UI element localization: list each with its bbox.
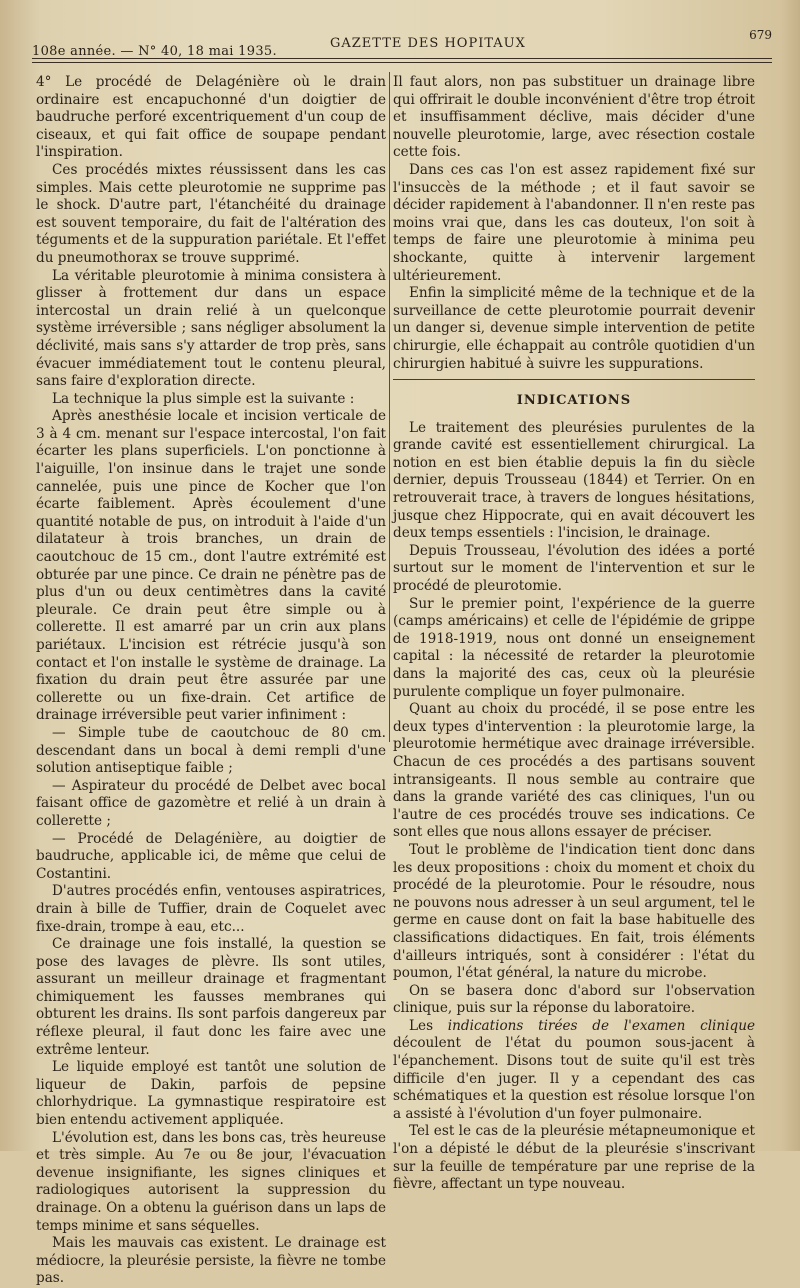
paragraph: D'autres procédés enfin, ventouses aspiratrices, drain à bille de Tuffier, drain de Coquelet avec fixe-drain, trompe à eau, etc... <box>36 883 386 935</box>
page-number: 679 <box>749 28 772 42</box>
paragraph: La technique la plus simple est la suivante : <box>52 390 355 407</box>
paragraph: Après anesthésie locale et incision verticale de 3 à 4 cm. menant sur l'espace intercostal, l'on fait écarter les plans superficiels. L'on ponctionne à l'aiguille, l'on insinue dans le trajet une sonde cannelée, puis une pince de Kocher que l'on écarte faiblement. Après écoulement d'une quantité notable de pus, on introduit à l'aide d'un dilatateur à trois branches, un drain de caoutchouc de 15 cm., dont l'autre extrémité est obturée par une pince. Ce drain ne pénètre pas de plus d'un ou deux centimètres dans la cavité pleurale. Ce drain peut être simple ou à collerette. Il est amarré par un crin aux plans pariétaux. L'incision est rétrécie jusqu'à son contact et l'on installe le système de drainage. La fixation du drain peut être assurée par une collerette ou un fixe-drain. Cet artifice de drainage irréversible peut varier infiniment : <box>36 408 386 724</box>
paragraph: Tout le problème de l'indication tient donc dans les deux propositions : choix du moment et choix du procédé de la pleurotomie. Pour le résoudre, nous ne pouvons nous adresser à un seul argument, tel le germe en cause dont on fait la base habituelle des classifications didactiques. En fait, trois éléments d'ailleurs intriqués, sont à considérer : l'état du poumon, l'état général, la nature du microbe. <box>393 841 755 982</box>
left-column <box>36 74 386 1288</box>
section-rule <box>393 379 755 380</box>
paragraph: Mais les mauvais cas existent. Le drainage est médiocre, la pleurésie persiste, la fièvre ne tombe pas. <box>36 1235 386 1287</box>
paragraph: Sur le premier point, l'expérience de la guerre (camps américains) et celle de l'épidémie de grippe de 1918-1919, nous ont donné un enseignement capital : la nécessité de retarder la pleurotomie dans la majorité des cas, ceux où la pleurésie purulente complique un foyer pulmonaire. <box>393 595 755 700</box>
paragraph: Dans ces cas l'on est assez rapidement fixé sur l'insuccès de la méthode ; et il faut savoir se décider rapidement à l'abandonner. Il n'en reste pas moins vrai que, dans les cas douteux, l'on soit à temps de faire une pleurotomie à minima peu shockante, quitte à intervenir largement ultérieurement. <box>393 161 755 284</box>
paragraph: Tel est le cas de la pleurésie métapneumonique et l'on a dépisté le début de la pleurésie s'inscrivant sur la feuille de température par une reprise de la fièvre, affectant un type nouveau. <box>393 1123 755 1193</box>
paragraph: Le liquide employé est tantôt une solution de liqueur de Dakin, parfois de pepsine chlorhydrique. La gymnastique respiratoire est bien entendu activement appliquée. <box>36 1059 386 1129</box>
issue-info: 108e année. — N° 40, 18 mai 1935. <box>32 44 277 59</box>
paragraph: — Simple tube de caoutchouc de 80 cm. descendant dans un bocal à demi rempli d'une solution antiseptique faible ; <box>36 724 386 777</box>
italic-text: indications tirées de l'examen clinique <box>447 1017 755 1034</box>
paragraph: Ce drainage une fois installé, la question se pose des lavages de plèvre. Ils sont utiles, assurant un meilleur drainage et fragmentant chimiquement les fausses membranes qui obturent les drains. Ils sont parfois dangereux par réflexe pleural, il faut donc les faire avec une extrême lenteur. <box>36 936 386 1058</box>
text-run: Les <box>409 1017 448 1034</box>
publication-title: GAZETTE DES HOPITAUX <box>330 36 526 51</box>
header-rule <box>32 58 772 59</box>
paragraph: — Procédé de Delagénière, au doigtier de baudruche, applicable ici, de même que celui de Costantini. <box>36 830 386 882</box>
paragraph: L'évolution est, dans les bons cas, très heureuse et très simple. Au 7e ou 8e jour, l'évacuation devenue insignifiante, les signes cliniques et radiologiques autorisent la suppression du drainage. On a obtenu la guérison dans un laps de temps minime et sans séquelles. <box>36 1129 386 1234</box>
paragraph-clinical <box>393 1018 755 1124</box>
paragraph: Il faut alors, non pas substituer un drainage libre qui offrirait le double inconvénient d'être trop étroit et insuffisamment déclive, mais décider d'une nouvelle pleurotomie, large, avec résection costale cette fois. <box>393 74 755 161</box>
right-column <box>393 74 755 1194</box>
paragraph: Depuis Trousseau, l'évolution des idées a porté surtout sur le moment de l'intervention et sur le procédé de pleurotomie. <box>393 542 755 595</box>
column-divider <box>389 72 390 742</box>
paragraph: La véritable pleurotomie à minima consistera à glisser à frottement dur dans un espace intercostal un drain relié à un quelconque système irréversible ; sans négliger absolument la déclivité, mais sans s'y attarder de trop près, sans évacuer immédiatement tout le contenu pleural, sans faire d'exploration directe. <box>36 267 386 390</box>
paragraph: Enfin la simplicité même de la technique et de la surveillance de cette pleurotomie pourrait devenir un danger si, devenue simple intervention de petite chirurgie, elle échappait au contrôle quotidien d'un chirurgien habitué à suivre les suppurations. <box>393 285 755 372</box>
paragraph: 4° Le procédé de Delagénière où le drain ordinaire est encapuchonné d'un doigtier de baudruche perforé excentriquement d'un coup de ciseaux, et qui fait office de soupape pendant l'inspiration. <box>36 74 386 161</box>
section-title: INDICATIONS <box>516 393 632 409</box>
header-rule-thin <box>32 62 772 63</box>
paragraph: Ces procédés mixtes réussissent dans les cas simples. Mais cette pleurotomie ne supprime pas le shock. D'autre part, l'étanchéité du drainage est souvent temporaire, du fait de l'altération des téguments et de la suppuration pariétale. Et l'effet du pneumothorax se trouve supprimé. <box>36 161 386 266</box>
paragraph: Le traitement des pleurésies purulentes de la grande cavité est essentiellement chirurgical. La notion en est bien établie depuis la fin du siècle dernier, depuis Trousseau (1844) et Terrier. On en retrouverait trace, à travers de longues hésitations, jusque chez Hippocrate, qui en avait découvert les deux temps essentiels : l'incision, le drainage. <box>393 419 755 542</box>
text-run: découlent de l'état du poumon sous-jacent à l'épanchement. Disons tout de suite qu'il est très difficile d'en juger. Il y a cependant des cas schématiques et la question est résolue lorsque l'on a assisté à l'évolution d'un foyer pulmonaire. <box>393 1035 755 1122</box>
paragraph: Quant au choix du procédé, il se pose entre les deux types d'intervention : la pleurotomie large, la pleurotomie hermétique avec drainage irréversible. Chacun de ces procédés a des partisans souvent intransigeants. Il nous semble au contraire que dans la grande variété des cas cliniques, l'un ou l'autre de ces procédés trouve ses indications. Ce sont elles que nous allons essayer de préciser. <box>393 701 755 841</box>
paragraph: On se basera donc d'abord sur l'observation clinique, puis sur la réponse du laboratoire. <box>393 982 755 1017</box>
paragraph: — Aspirateur du procédé de Delbet avec bocal faisant office de gazomètre et relié à un drain à collerette ; <box>36 777 386 829</box>
